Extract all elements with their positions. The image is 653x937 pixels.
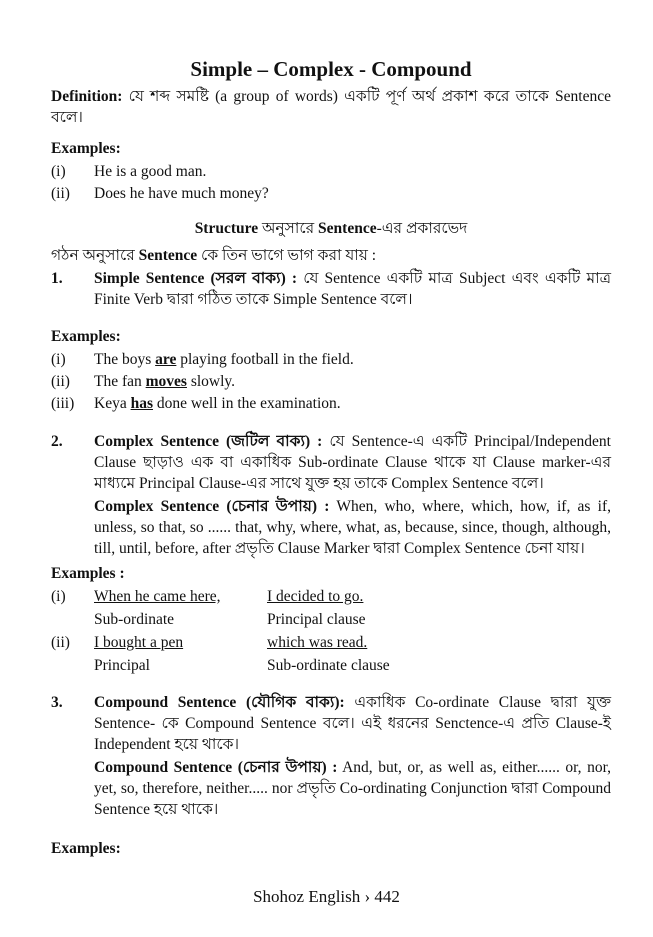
simple-example-item bbox=[51, 349, 611, 370]
clause-b: which was read. bbox=[267, 634, 368, 651]
definition-paragraph bbox=[51, 86, 611, 128]
simple-example-item bbox=[51, 371, 611, 392]
structure-heading bbox=[51, 218, 611, 239]
structure-heading-part: অনুসারে bbox=[258, 220, 319, 237]
compound-text: একাধিক Co-ordinate Clause দ্বারা যুক্ত Sentence- কে Compound Sentence বলে। এই ধরনের Senctence-এ প্রতি Clause-ই Independent হয়ে থাকে। bbox=[94, 694, 611, 753]
example-number bbox=[51, 655, 94, 676]
page-footer: Shohoz English › 442 bbox=[253, 887, 400, 906]
intro-line bbox=[51, 245, 611, 266]
complex-sentence-section bbox=[51, 431, 611, 561]
structure-heading-bold: Structure bbox=[194, 220, 259, 237]
example-text bbox=[94, 371, 611, 392]
complex-definition bbox=[94, 431, 611, 494]
simple-examples-heading: Examples: bbox=[51, 328, 121, 345]
example-post: done well in the examination. bbox=[152, 395, 341, 412]
clause-b-type: Principal clause bbox=[267, 611, 366, 628]
example-number: (i) bbox=[51, 351, 66, 368]
clause-a-type: Sub-ordinate bbox=[94, 611, 175, 628]
section-body bbox=[94, 268, 611, 312]
complex-label: Complex Sentence (জটিল বাক্য) : bbox=[94, 433, 323, 450]
complex-text: যে Sentence-এ একটি Principal/Independent Clause ছাড়াও এক বা একাধিক Sub-ordinate Clause থাকে যা Clause marker-এর মাধ্যমে Principal Clause-এর সাথে যুক্ত হয় তাকে Complex Sentence বলে। bbox=[94, 433, 611, 492]
example-text: He is a good man. bbox=[94, 163, 207, 180]
example-verb: are bbox=[155, 351, 177, 368]
intro-bold: Sentence bbox=[138, 247, 198, 264]
simple-label: Simple Sentence (সরল বাক্য) : bbox=[94, 270, 298, 287]
example-text bbox=[94, 349, 611, 370]
example-item bbox=[51, 183, 611, 204]
clause-b: I decided to go. bbox=[267, 588, 364, 605]
example-item bbox=[51, 161, 611, 182]
simple-sentence-section bbox=[51, 268, 611, 312]
simple-definition bbox=[94, 268, 611, 310]
clause-a: I bought a pen bbox=[94, 634, 184, 651]
complex-identify-label: Complex Sentence (চেনার উপায়) : bbox=[94, 498, 330, 515]
clause-b-type: Sub-ordinate clause bbox=[267, 657, 390, 674]
example-verb: has bbox=[130, 395, 153, 412]
intro-post: কে তিন ভাগে ভাগ করা যায় : bbox=[197, 247, 377, 264]
example-number: (i) bbox=[51, 163, 66, 180]
example-pre: Keya bbox=[94, 395, 131, 412]
example-number: (ii) bbox=[51, 185, 70, 202]
example-number: (iii) bbox=[51, 395, 75, 412]
example-number: (i) bbox=[51, 588, 66, 605]
page-content bbox=[51, 56, 611, 861]
example-post: slowly. bbox=[186, 373, 236, 390]
compound-sentence-section bbox=[51, 692, 611, 822]
section-number: 3. bbox=[51, 694, 63, 711]
definition-text: যে শব্দ সমষ্টি (a group of words) একটি পূর্ণ অর্থ প্রকাশ করে তাকে Sentence বলে। bbox=[51, 88, 611, 126]
compound-definition bbox=[94, 692, 611, 755]
example-number bbox=[51, 609, 94, 630]
example-number: (ii) bbox=[51, 634, 70, 651]
example-text bbox=[94, 393, 611, 414]
example-number: (ii) bbox=[51, 373, 70, 390]
example-pre: The boys bbox=[94, 351, 156, 368]
structure-heading-bold-2: Sentence bbox=[318, 220, 377, 237]
compound-identify bbox=[94, 757, 611, 820]
complex-identify bbox=[94, 496, 611, 559]
section-body bbox=[94, 692, 611, 822]
example-text: Does he have much money? bbox=[94, 185, 269, 202]
clause-a-type: Principal bbox=[94, 657, 150, 674]
section-number: 1. bbox=[51, 270, 63, 287]
structure-heading-part-2: -এর প্রকারভেদ bbox=[376, 220, 468, 237]
simple-text: যে Sentence একটি মাত্র Subject এবং একটি মাত্র Finite Verb দ্বারা গঠিত তাকে Simple Sentence বলে। bbox=[94, 270, 611, 308]
section-body bbox=[94, 431, 611, 561]
example-pre: The fan bbox=[94, 373, 146, 390]
complex-examples-table bbox=[51, 586, 611, 676]
definition-label: Definition: bbox=[51, 88, 123, 105]
complex-identify-text: When, who, where, which, how, if, as if, unless, so that, so ...... that, why, where, what, as, because, since, though, although, till, until, before, after প্রভৃতি Clause Marker দ্বারা Complex Sentence চেনা যায়। bbox=[94, 498, 611, 557]
simple-example-item bbox=[51, 393, 611, 414]
compound-identify-text: And, but, or, as well as, either...... or, nor, yet, so, therefore, neither..... nor প্রভৃতি Co-ordinating Conjunction দ্বারা Compound Sentence হয়ে থাকে। bbox=[94, 759, 611, 818]
section-number: 2. bbox=[51, 433, 63, 450]
complex-examples-heading: Examples : bbox=[51, 565, 125, 582]
page-title: Simple – Complex - Compound bbox=[190, 57, 472, 81]
compound-examples-heading: Examples: bbox=[51, 840, 121, 857]
example-post: playing football in the field. bbox=[176, 351, 354, 368]
example-verb: moves bbox=[145, 373, 187, 390]
compound-label: Compound Sentence (যৌগিক বাক্য): bbox=[94, 694, 345, 711]
intro-pre: গঠন অনুসারে bbox=[51, 247, 139, 264]
examples-heading-1: Examples: bbox=[51, 140, 121, 157]
clause-a: When he came here, bbox=[94, 588, 221, 605]
compound-identify-label: Compound Sentence (চেনার উপায়) : bbox=[94, 759, 338, 776]
